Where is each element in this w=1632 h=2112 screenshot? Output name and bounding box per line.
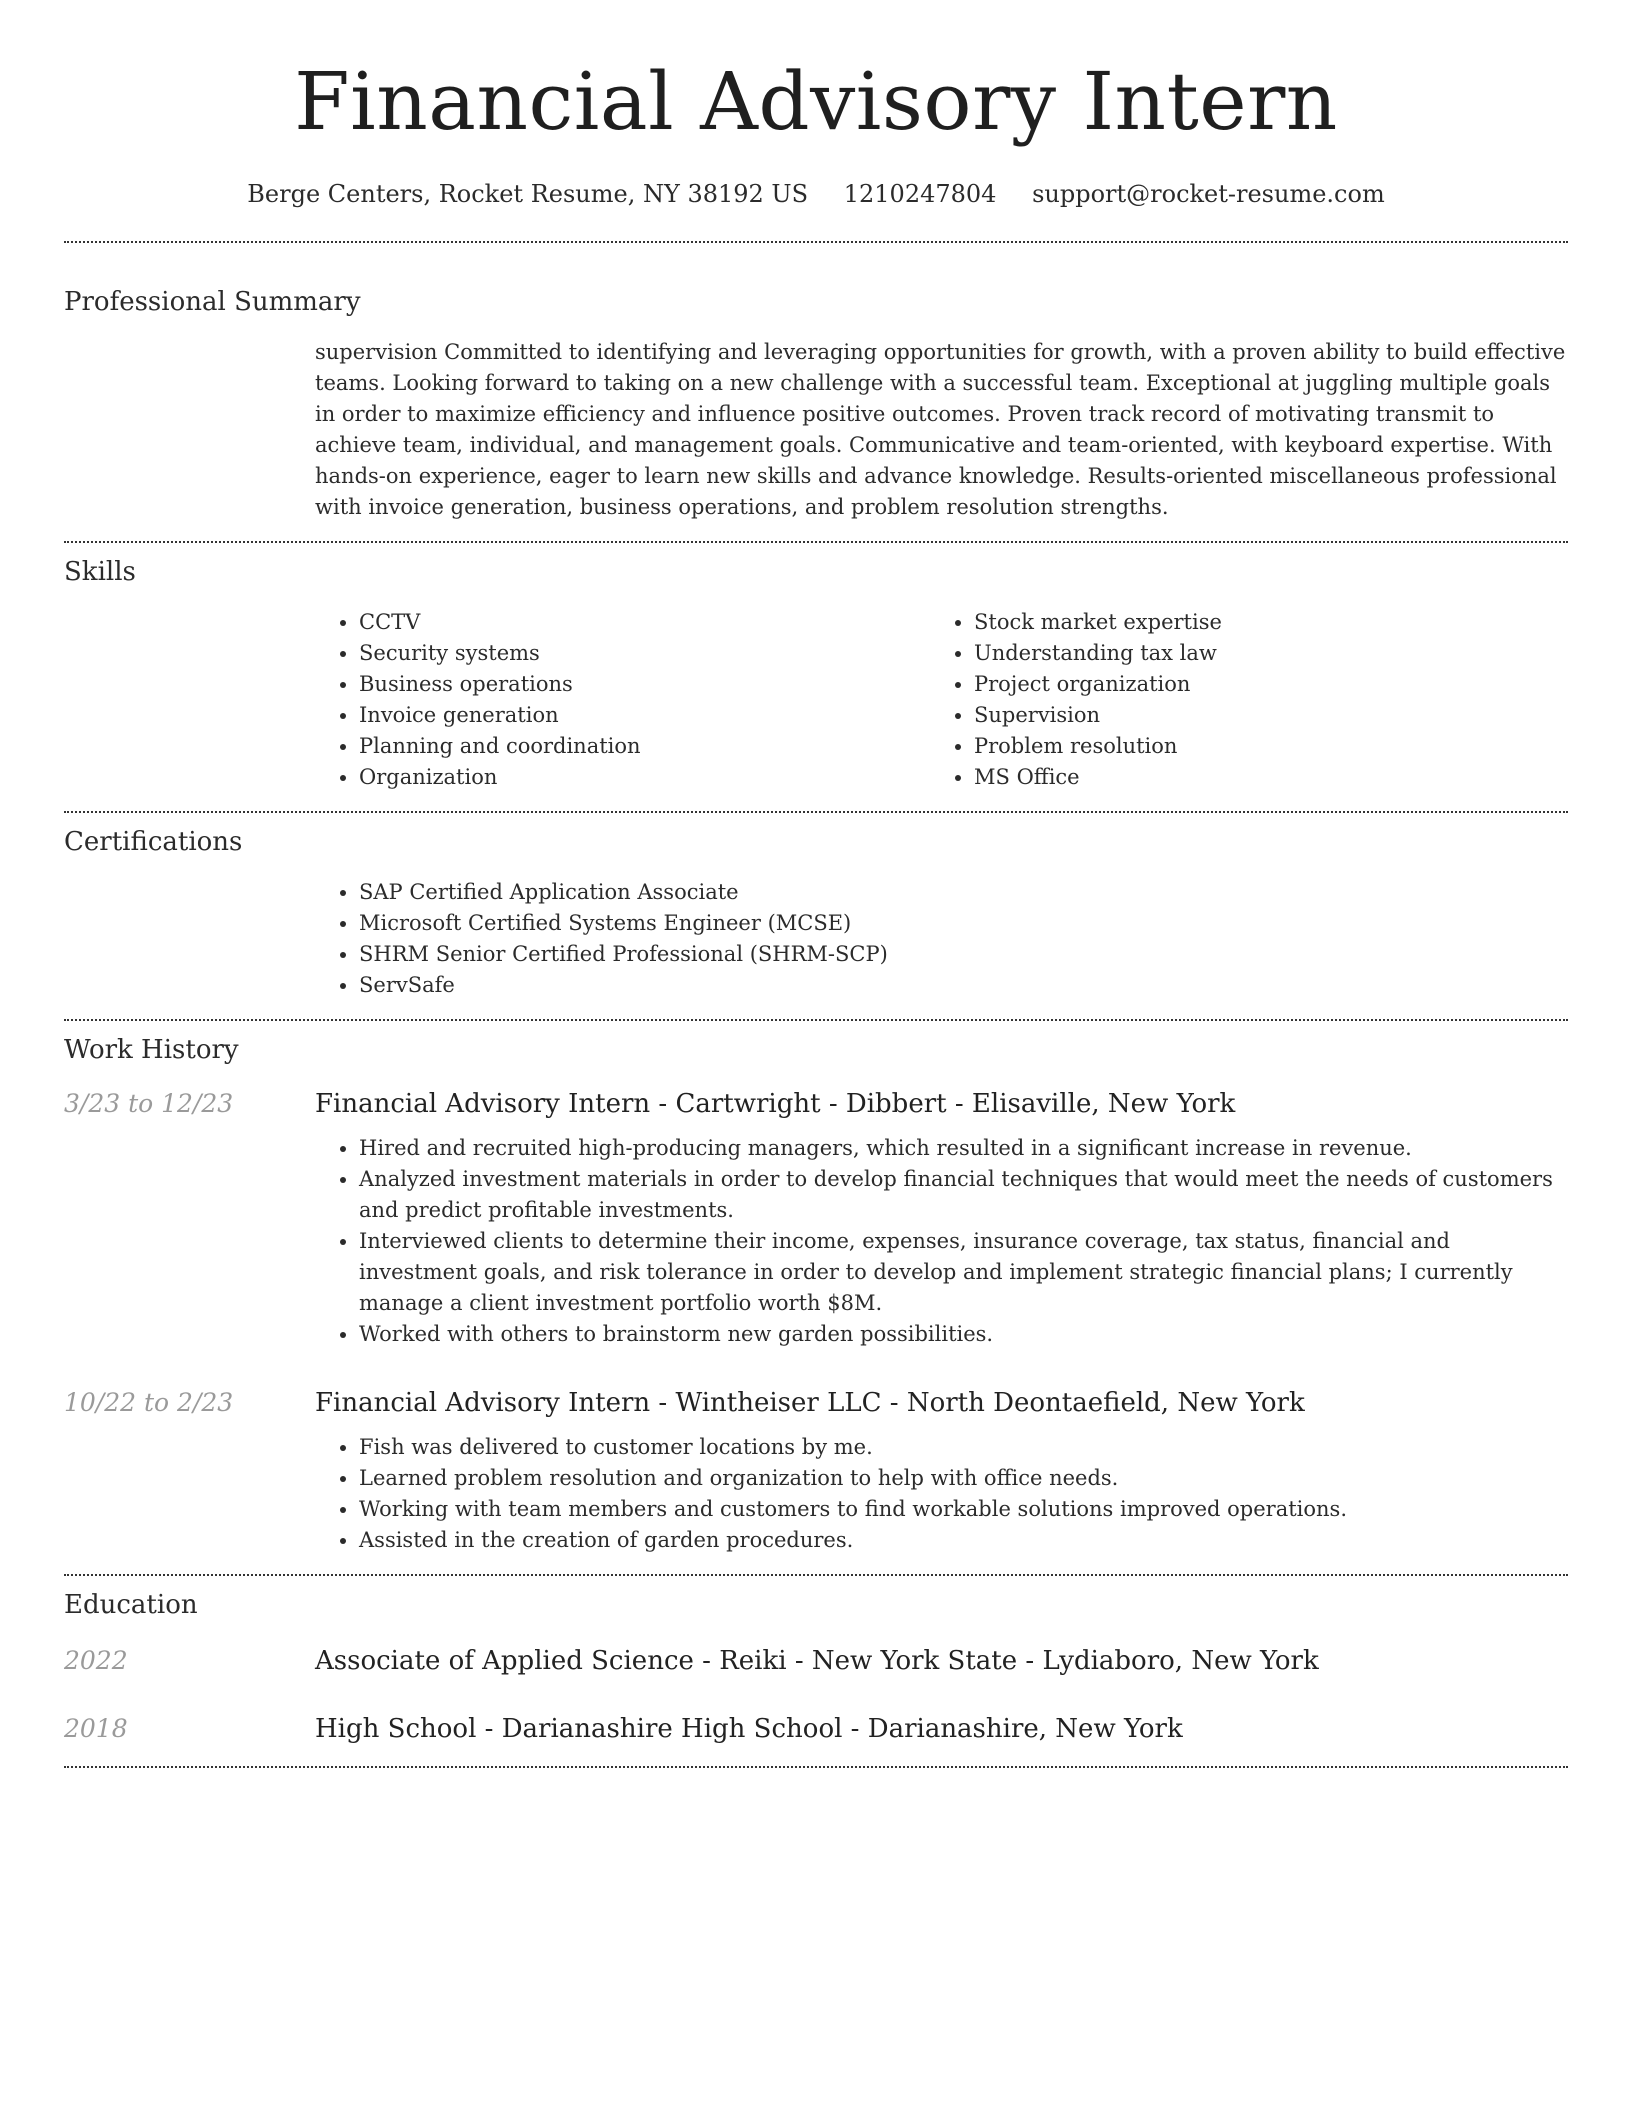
education-body — [315, 1712, 1568, 1746]
education-title-line — [315, 1644, 1568, 1678]
certification-item: • SAP Certified Application Associate — [359, 877, 1568, 908]
work-bullets — [315, 1133, 1568, 1350]
work-bullet: • Learned problem resolution and organization to help with office needs. — [359, 1463, 1568, 1494]
education-school: - Reiki - New York State - Lydiaboro, New York — [693, 1646, 1319, 1676]
education-degree: High School — [315, 1714, 477, 1744]
work-role: Financial Advisory Intern — [315, 1388, 651, 1418]
work-history-section — [64, 1021, 1568, 1556]
contact-email: support@rocket-resume.com — [1032, 180, 1385, 208]
certification-item: • SHRM Senior Certified Professional (SHRM-SCP) — [359, 939, 1568, 970]
skills-list-left — [315, 607, 930, 793]
candidate-name: Financial Advisory Intern — [294, 55, 1338, 148]
work-title — [315, 1386, 1568, 1420]
skills-section — [64, 543, 1568, 793]
certifications-title: Certifications — [64, 827, 243, 857]
contact-line — [64, 178, 1568, 210]
education-date: 2018 — [64, 1714, 128, 1743]
education-body — [315, 1644, 1568, 1678]
work-bullet: • Fish was delivered to customer locations by me. — [359, 1432, 1568, 1463]
education-date: 2022 — [64, 1646, 128, 1675]
work-bullet: • Assisted in the creation of garden procedures. — [359, 1525, 1568, 1556]
work-date: 10/22 to 2/23 — [64, 1388, 234, 1417]
skill-item: • Understanding tax law — [974, 638, 1545, 669]
work-entry — [64, 1386, 1568, 1556]
work-bullet: • Worked with others to brainstorm new garden possibilities. — [359, 1319, 1568, 1350]
work-title — [315, 1087, 1568, 1121]
education-entry — [64, 1712, 1568, 1746]
summary-text: supervision Committed to identifying and leveraging opportunities for growth, with a proven ability to build effective teams. Looking forward to taking on a new challenge with a successful team. Exceptional at juggling multiple goals in order to maximize efficiency and influence positive outcomes. Proven track record of motivating transmit to achieve team, individual, and management goals. Communicative and team-oriented, with keyboard expertise. With hands-on experience, eager to learn new skills and advance knowledge. Results-oriented miscellaneous professional with invoice generation, business operations, and problem resolution strengths. — [315, 340, 1566, 519]
summary-content — [315, 337, 1568, 523]
work-employer: - Wintheiser LLC - North Deontaefield, New York — [650, 1388, 1305, 1418]
skill-item: • Business operations — [359, 669, 930, 700]
skill-item: • Planning and coordination — [359, 731, 930, 762]
skill-item: • Invoice generation — [359, 700, 930, 731]
work-employer: - Cartwright - Dibbert - Elisaville, New York — [650, 1089, 1236, 1119]
skill-item: • Organization — [359, 762, 930, 793]
skill-item: • Supervision — [974, 700, 1545, 731]
work-body — [315, 1087, 1568, 1350]
work-bullet: • Hired and recruited high-producing managers, which resulted in a significant increase in revenue. — [359, 1133, 1568, 1164]
skills-grid — [315, 607, 1568, 793]
work-bullet: • Analyzed investment materials in order to develop financial techniques that would meet the needs of customers and predict profitable investments. — [359, 1164, 1568, 1226]
work-history-title: Work History — [64, 1035, 239, 1065]
skill-item: • Security systems — [359, 638, 930, 669]
certification-item: • Microsoft Certified Systems Engineer (MCSE) — [359, 908, 1568, 939]
certifications-content — [315, 877, 1568, 1001]
certifications-list — [315, 877, 1568, 1001]
contact-phone: 1210247804 — [843, 180, 997, 208]
skill-item: • MS Office — [974, 762, 1545, 793]
skill-item: • Project organization — [974, 669, 1545, 700]
skill-item: • CCTV — [359, 607, 930, 638]
education-school: - Darianashire High School - Darianashire, New York — [476, 1714, 1183, 1744]
work-entry — [64, 1087, 1568, 1350]
work-bullets — [315, 1432, 1568, 1556]
education-section — [64, 1576, 1568, 1746]
education-entry — [64, 1644, 1568, 1678]
work-bullet: • Working with team members and customers to find workable solutions improved operations. — [359, 1494, 1568, 1525]
education-title-line — [315, 1712, 1568, 1746]
education-degree: Associate of Applied Science — [315, 1646, 694, 1676]
summary-title: Professional Summary — [64, 287, 361, 317]
education-title: Education — [64, 1590, 198, 1620]
work-body — [315, 1386, 1568, 1556]
skill-item: • Problem resolution — [974, 731, 1545, 762]
work-role: Financial Advisory Intern — [315, 1089, 651, 1119]
resume-header — [64, 0, 1568, 210]
certification-item: • ServSafe — [359, 970, 1568, 1001]
section-divider — [64, 1766, 1568, 1768]
summary-section — [64, 243, 1568, 523]
contact-address: Berge Centers, Rocket Resume, NY 38192 US — [247, 180, 809, 208]
skills-title: Skills — [64, 557, 136, 587]
work-date: 3/23 to 12/23 — [64, 1089, 234, 1118]
skills-list-right — [930, 607, 1545, 793]
skill-item: • Stock market expertise — [974, 607, 1545, 638]
work-bullet: • Interviewed clients to determine their income, expenses, insurance coverage, tax status, financial and investment goals, and risk tolerance in order to develop and implement strategic financial plans; I currently manage a client investment portfolio worth $8M. — [359, 1226, 1568, 1319]
certifications-section — [64, 813, 1568, 1001]
